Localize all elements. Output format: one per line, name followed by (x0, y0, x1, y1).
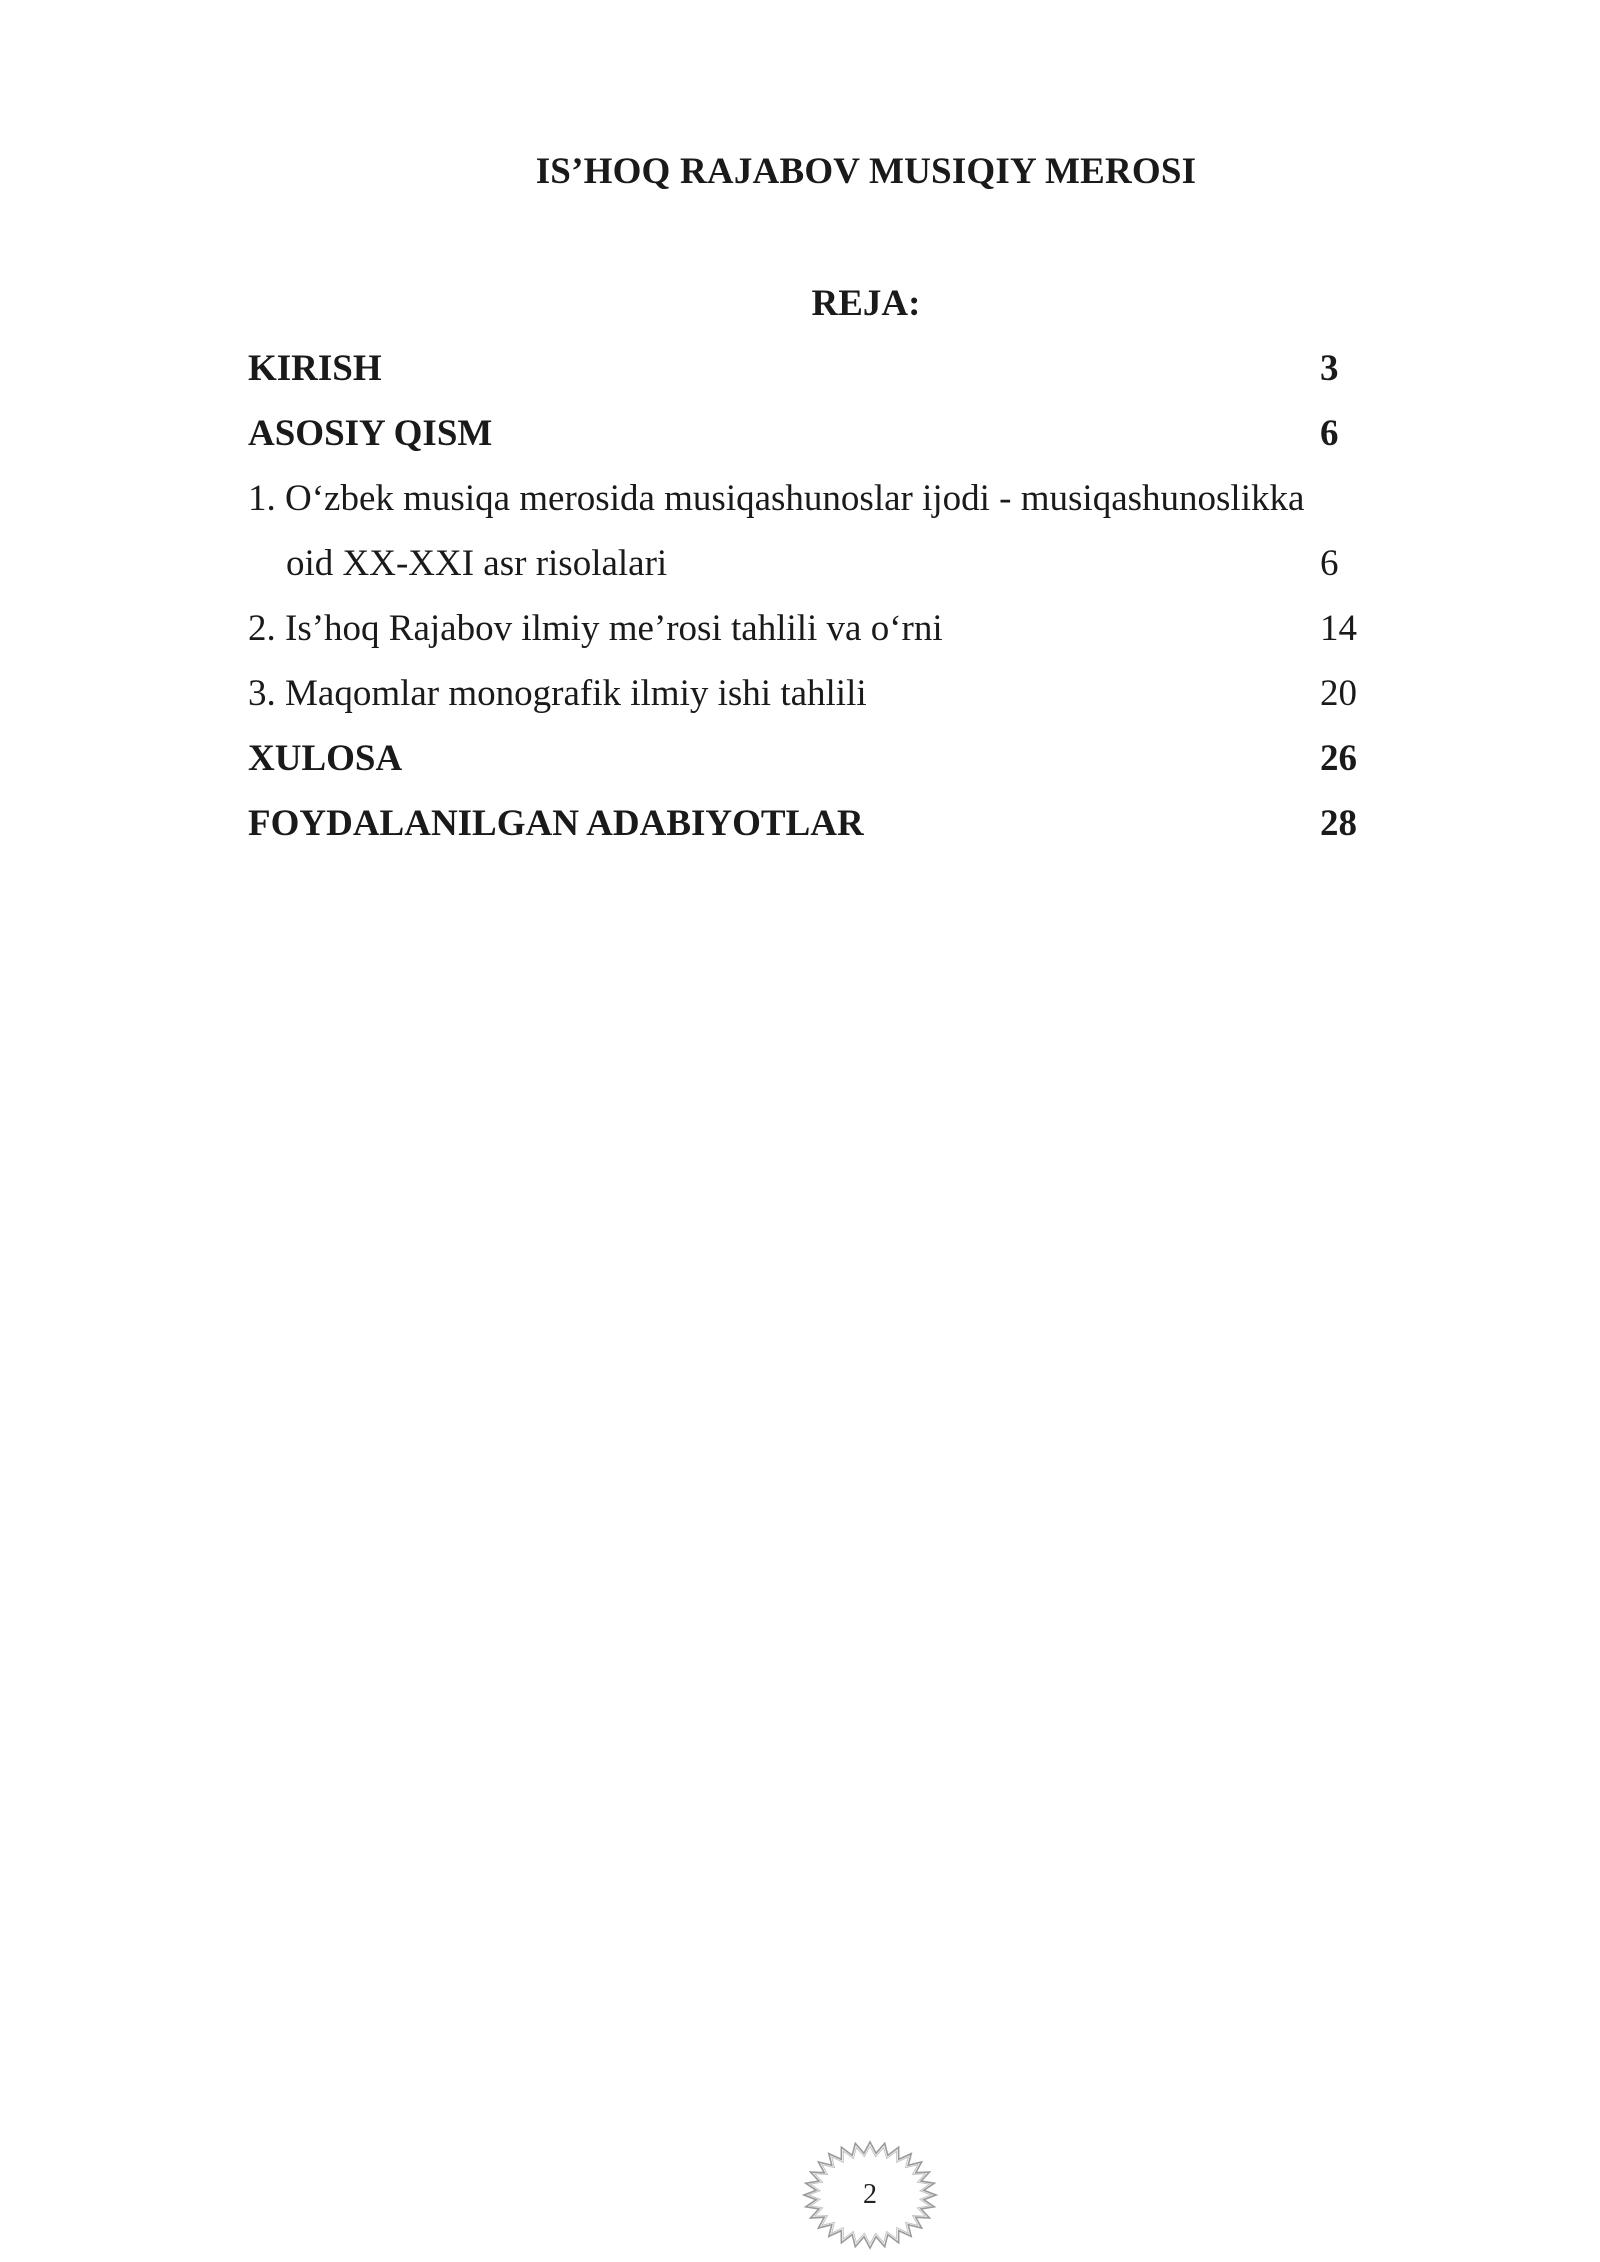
toc-entry-page: 6 (1320, 543, 1339, 584)
toc-entry-kirish (248, 342, 1380, 407)
toc-entry-label: KIRISH (248, 348, 382, 389)
toc-entry-page: 14 (1320, 608, 1357, 649)
toc-entry-section-1 (248, 472, 1380, 537)
toc-entry-label: FOYDALANILGAN ADABIYOTLAR (248, 803, 864, 844)
toc-entry-page: 28 (1320, 803, 1357, 844)
toc-entry-page: 3 (1320, 348, 1339, 389)
toc-entry-page: 6 (1320, 413, 1339, 454)
table-of-contents (248, 342, 1380, 862)
toc-entry-label: ASOSIY QISM (248, 413, 493, 454)
toc-entry-label: 1. O‘zbek musiqa merosida musiqashunoslar ijodi - musiqashunoslikka (248, 478, 1305, 519)
toc-entry-section-3 (248, 667, 1380, 732)
toc-entry-page: 20 (1320, 673, 1357, 714)
toc-entry-label: oid XX-XXI asr risolalari (286, 543, 668, 584)
toc-entry-section-1-continued (248, 537, 1380, 602)
page-number: 2 (863, 2179, 877, 2210)
page-number-badge (802, 2140, 938, 2250)
toc-entry-label: 3. Maqomlar monografik ilmiy ishi tahlili (248, 673, 867, 714)
toc-entry-label: 2. Is’hoq Rajabov ilmiy me’rosi tahlili va o‘rni (248, 608, 943, 649)
toc-entry-adabiyotlar (248, 797, 1380, 862)
toc-entry-label: XULOSA (248, 738, 403, 779)
toc-heading: REJA: (811, 283, 921, 324)
document-title: IS’HOQ RAJABOV MUSIQIY MEROSI (535, 151, 1197, 192)
toc-entry-section-2 (248, 602, 1380, 667)
toc-entry-page: 26 (1320, 738, 1357, 779)
toc-entry-asosiy-qism (248, 407, 1380, 472)
toc-entry-xulosa (248, 732, 1380, 797)
